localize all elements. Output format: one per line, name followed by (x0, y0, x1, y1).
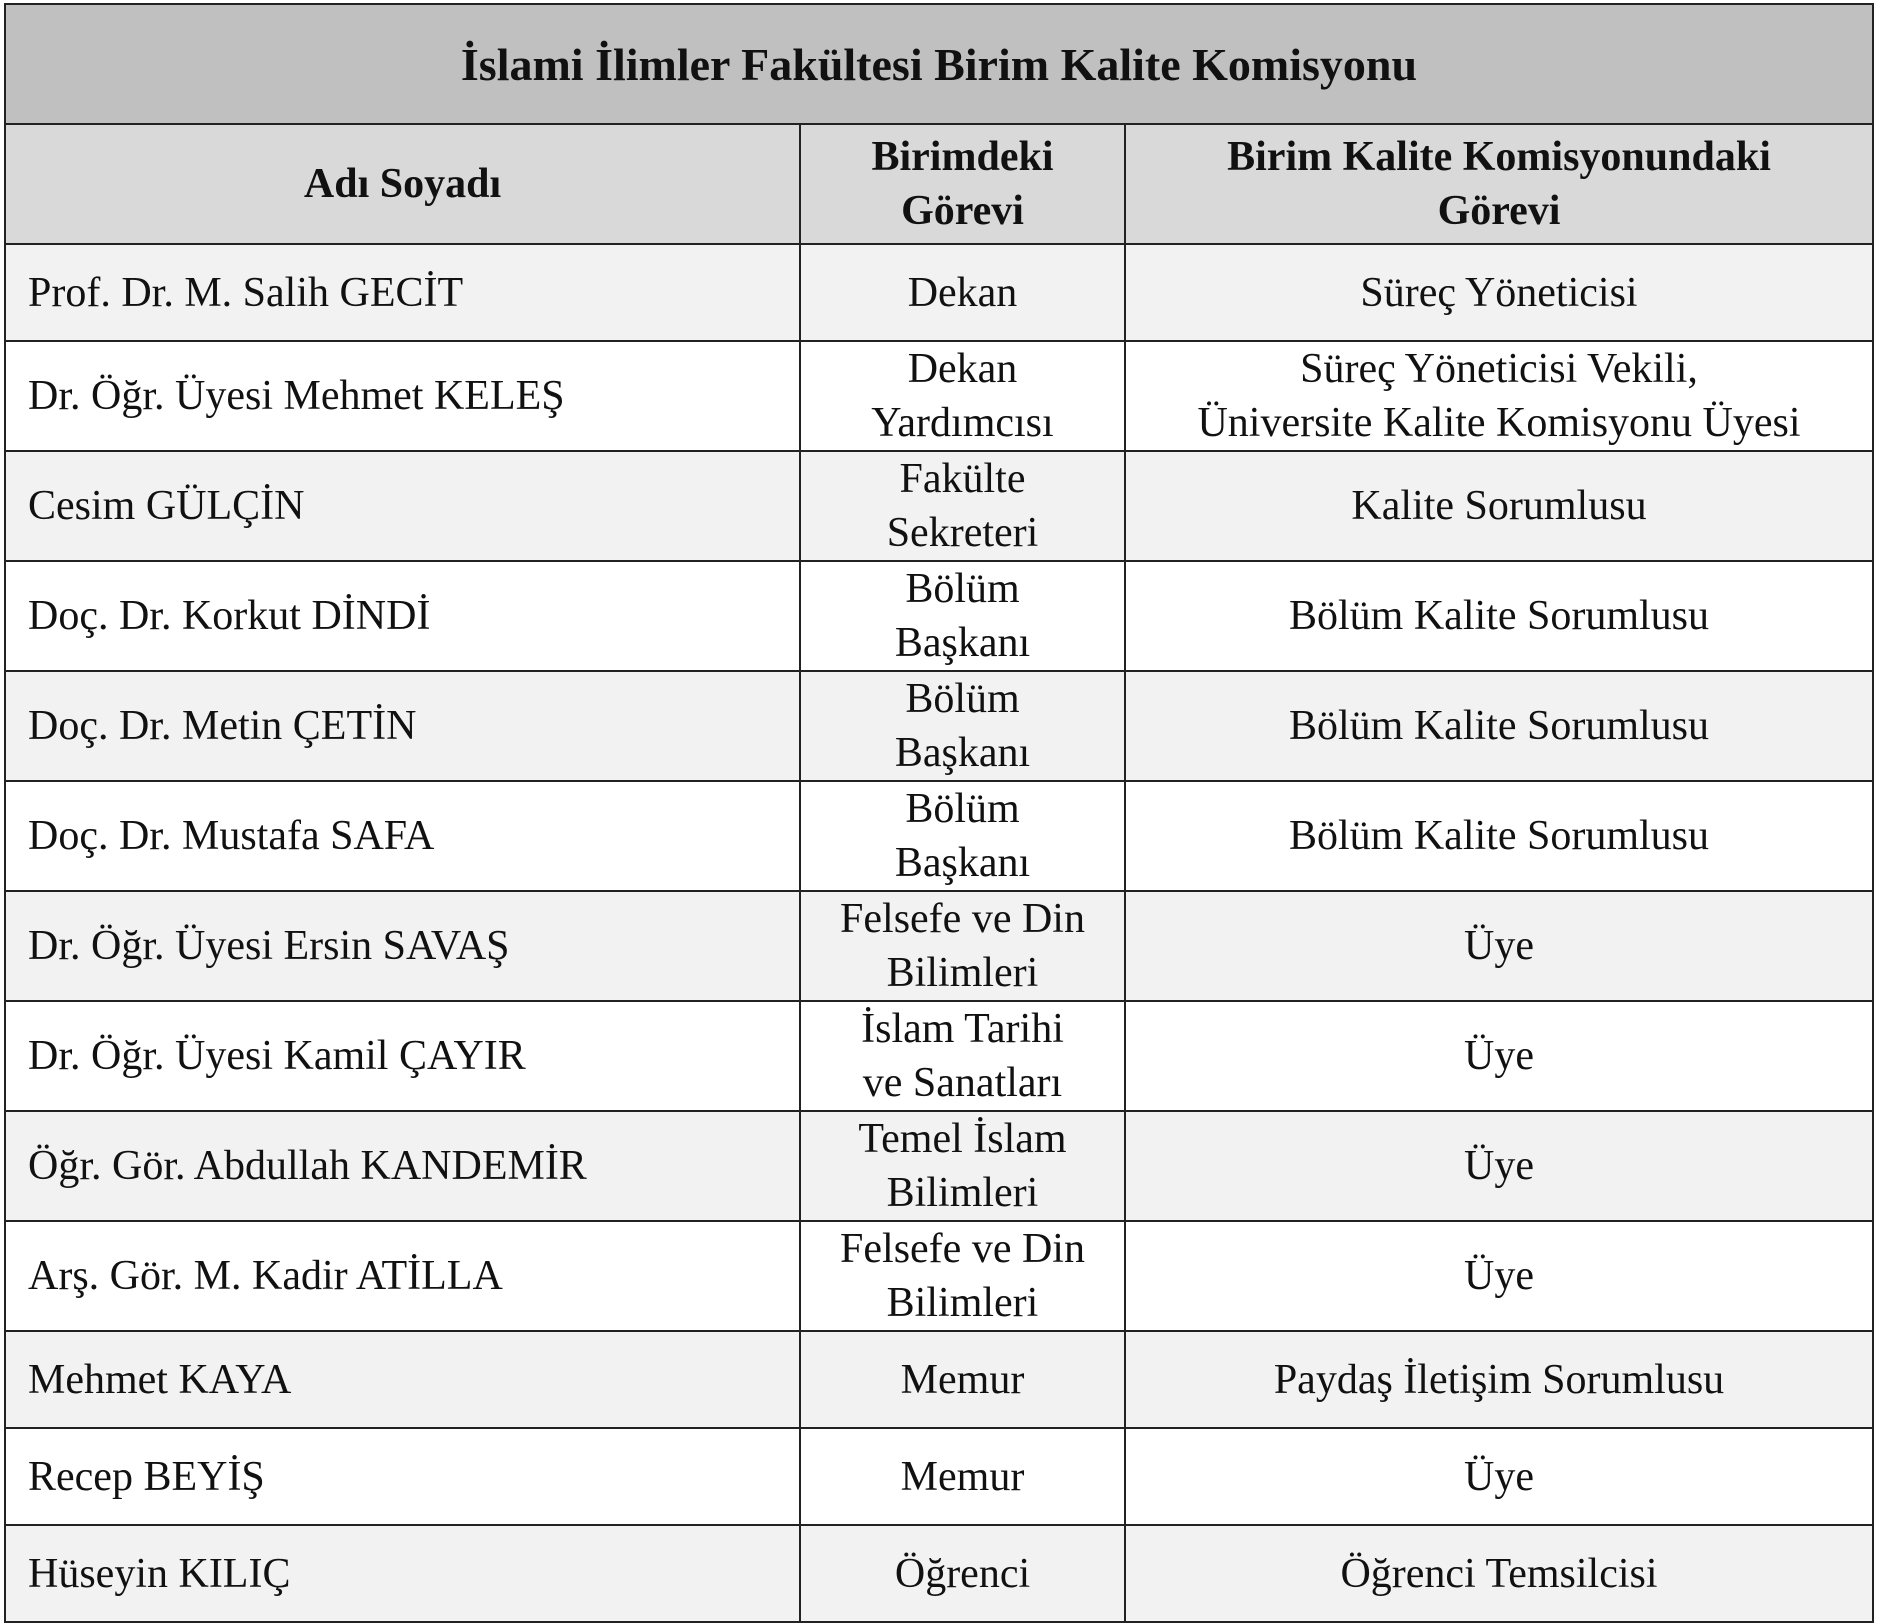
table-row (5, 561, 1873, 671)
cell-unit-role-line: Memur (900, 1453, 1025, 1500)
cell-unit-role (800, 1221, 1125, 1331)
table-row (5, 451, 1873, 561)
cell-unit-role (800, 341, 1125, 451)
cell-unit-role-line: Dekan (907, 269, 1018, 316)
cell-unit-role (800, 561, 1125, 671)
cell-commission-role-line: Üye (1464, 1253, 1534, 1299)
cell-unit-role-line: ve Sanatları (862, 1060, 1063, 1106)
cell-unit-role-line: Yardımcısı (871, 400, 1054, 446)
cell-commission-role (1125, 1428, 1873, 1525)
committee-table (4, 3, 1874, 1623)
cell-commission-role (1125, 1111, 1873, 1221)
table-row (5, 244, 1873, 341)
cell-commission-role-line: Üye (1464, 1033, 1534, 1079)
cell-unit-role-line: Bilimleri (886, 1280, 1039, 1326)
cell-name: Recep BEYİŞ (5, 1428, 800, 1525)
cell-unit-role (800, 244, 1125, 341)
cell-unit-role (800, 781, 1125, 891)
table-row (5, 1331, 1873, 1428)
cell-name: Prof. Dr. M. Salih GECİT (5, 244, 800, 341)
cell-name: Doç. Dr. Metin ÇETİN (5, 671, 800, 781)
cell-name: Arş. Gör. M. Kadir ATİLLA (5, 1221, 800, 1331)
cell-commission-role (1125, 1221, 1873, 1331)
header-name: Adı Soyadı (5, 124, 800, 244)
table-row (5, 341, 1873, 451)
cell-unit-role-line: Başkanı (894, 620, 1031, 666)
cell-commission-role-line: Bölüm Kalite Sorumlusu (1289, 593, 1709, 639)
cell-commission-role-line: Bölüm Kalite Sorumlusu (1289, 703, 1709, 749)
cell-unit-role (800, 891, 1125, 1001)
cell-commission-role (1125, 561, 1873, 671)
table-row (5, 1428, 1873, 1525)
cell-commission-role (1125, 1001, 1873, 1111)
cell-commission-role-line: Paydaş İletişim Sorumlusu (1273, 1356, 1725, 1403)
cell-unit-role (800, 451, 1125, 561)
cell-unit-role-line: Bölüm (905, 786, 1020, 832)
cell-unit-role-line: Bölüm (905, 676, 1020, 722)
cell-unit-role-line: Temel İslam (858, 1116, 1067, 1162)
cell-commission-role-line: Bölüm Kalite Sorumlusu (1289, 813, 1709, 859)
table-title-row (5, 4, 1873, 124)
header-role (800, 124, 1125, 244)
cell-unit-role (800, 671, 1125, 781)
cell-unit-role-line: Memur (900, 1356, 1025, 1403)
cell-unit-role-line: Başkanı (894, 840, 1031, 886)
table-row (5, 781, 1873, 891)
table-row (5, 1525, 1873, 1622)
cell-commission-role (1125, 244, 1873, 341)
header-role-line2: Görevi (901, 188, 1024, 234)
cell-unit-role-line: Öğrenci (894, 1550, 1031, 1597)
cell-name: Dr. Öğr. Üyesi Ersin SAVAŞ (5, 891, 800, 1001)
cell-unit-role-line: Felsefe ve Din (840, 896, 1085, 942)
cell-unit-role-line: Bölüm (905, 566, 1020, 612)
header-commission-line1: Birim Kalite Komisyonundaki (1227, 134, 1771, 180)
cell-name: Dr. Öğr. Üyesi Mehmet KELEŞ (5, 341, 800, 451)
cell-name: Cesim GÜLÇİN (5, 451, 800, 561)
cell-commission-role-line: Üye (1464, 923, 1534, 969)
cell-commission-role (1125, 451, 1873, 561)
cell-unit-role-line: İslam Tarihi (861, 1006, 1064, 1052)
cell-name: Doç. Dr. Mustafa SAFA (5, 781, 800, 891)
cell-commission-role (1125, 891, 1873, 1001)
table-header-row (5, 124, 1873, 244)
cell-unit-role-line: Sekreteri (886, 510, 1039, 556)
cell-commission-role (1125, 1331, 1873, 1428)
cell-commission-role-line: Üniversite Kalite Komisyonu Üyesi (1197, 400, 1801, 446)
table-title: İslami İlimler Fakültesi Birim Kalite Komisyonu (5, 4, 1873, 124)
table-row (5, 1001, 1873, 1111)
table-row (5, 1221, 1873, 1331)
cell-name: Dr. Öğr. Üyesi Kamil ÇAYIR (5, 1001, 800, 1111)
cell-commission-role-line: Süreç Yöneticisi (1360, 269, 1638, 316)
cell-name: Mehmet KAYA (5, 1331, 800, 1428)
cell-unit-role (800, 1331, 1125, 1428)
cell-unit-role-line: Bilimleri (886, 950, 1039, 996)
table-row (5, 1111, 1873, 1221)
cell-unit-role (800, 1001, 1125, 1111)
cell-commission-role-line: Öğrenci Temsilcisi (1340, 1550, 1658, 1597)
header-commission-line2: Görevi (1437, 188, 1561, 234)
cell-commission-role-line: Süreç Yöneticisi Vekili, (1300, 346, 1698, 392)
header-commission (1125, 124, 1873, 244)
table-row (5, 891, 1873, 1001)
table-body (5, 244, 1873, 1622)
cell-unit-role-line: Dekan (907, 346, 1018, 392)
header-role-line1: Birimdeki (871, 134, 1054, 180)
cell-unit-role-line: Başkanı (894, 730, 1031, 776)
cell-commission-role-line: Kalite Sorumlusu (1351, 483, 1647, 529)
cell-name: Öğr. Gör. Abdullah KANDEMİR (5, 1111, 800, 1221)
cell-commission-role (1125, 671, 1873, 781)
cell-unit-role-line: Fakülte (899, 456, 1026, 502)
cell-unit-role (800, 1428, 1125, 1525)
cell-commission-role (1125, 341, 1873, 451)
cell-commission-role-line: Üye (1464, 1143, 1534, 1189)
cell-commission-role (1125, 781, 1873, 891)
cell-unit-role-line: Felsefe ve Din (840, 1226, 1085, 1272)
cell-name: Hüseyin KILIÇ (5, 1525, 800, 1622)
table-row (5, 671, 1873, 781)
cell-commission-role (1125, 1525, 1873, 1622)
cell-unit-role (800, 1525, 1125, 1622)
cell-unit-role-line: Bilimleri (886, 1170, 1039, 1216)
cell-commission-role-line: Üye (1464, 1453, 1534, 1500)
cell-unit-role (800, 1111, 1125, 1221)
cell-name: Doç. Dr. Korkut DİNDİ (5, 561, 800, 671)
committee-table-container (4, 3, 1872, 1623)
